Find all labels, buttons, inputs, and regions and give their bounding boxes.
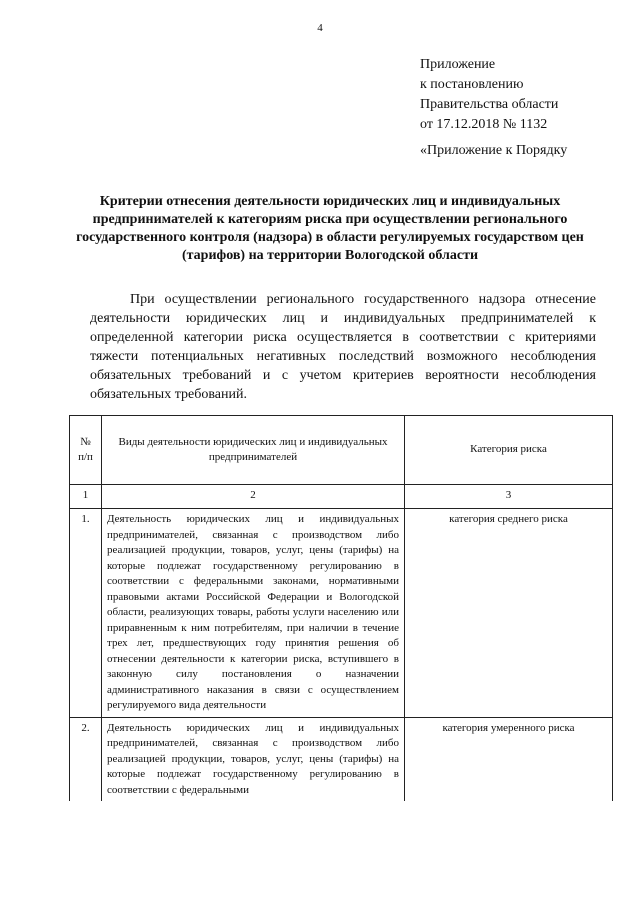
table-index-row (70, 485, 613, 509)
appendix-line-2: к постановлению (420, 77, 524, 92)
row-category: категория среднего риска (405, 509, 613, 718)
page-number: 4 (317, 22, 323, 34)
appendix-block (420, 55, 558, 135)
intro-paragraph: При осуществлении регионального государственного надзора отнесение деятельности юридических лиц и индивидуальных предпринимателей к определенной категории риска осуществляется в соответствии с критериями тяжести потенциальных негативных последствий возможного несоблюдения обязательных требований и с учетом критериев вероятности несоблюдения обязательных требований. (90, 292, 596, 402)
row-number: 1. (70, 509, 102, 718)
document-title: Критерии отнесения деятельности юридических лиц и индивидуальных предпринимателей к категориям риска при осуществлении регионального государственного контроля (надзора) в области регулируемых государством цен (тарифов) на территории Вологодской области (76, 194, 584, 263)
criteria-table (69, 415, 613, 801)
header-num: № п/п (70, 416, 102, 485)
index-cell-2: 2 (102, 485, 405, 509)
index-cell-3: 3 (405, 485, 613, 509)
row-category: категория умеренного риска (405, 717, 613, 801)
header-activity: Виды деятельности юридических лиц и индивидуальных предпринимателей (102, 416, 405, 485)
appendix-reference: «Приложение к Порядку (420, 143, 568, 158)
row-activity: Деятельность юридических лиц и индивидуальных предпринимателей, связанная с производством либо реализацией продукции, товаров, услуг, цены (тарифы) на которые подлежат государственному регулированию в соответствии с федеральными законами, нормативными правовыми актами Российской Федерации и Вологодской области, реализующих товары, работы услуги населению или приравненным к ним потребителям, при наличии в течение трех лет, предшествующих году принятия решения об отнесении деятельности к категории риска, вступившего в законную силу постановления о назначении административного наказания в связи с осуществлением регулируемого вида деятельности (102, 509, 405, 718)
table-row (70, 509, 613, 718)
appendix-line-3: Правительства области (420, 97, 559, 112)
index-cell-1: 1 (70, 485, 102, 509)
table-row (70, 717, 613, 801)
appendix-line-4: от 17.12.2018 № 1132 (420, 117, 548, 132)
appendix-line-1: Приложение (420, 57, 496, 72)
table-header-row (70, 416, 613, 485)
header-category: Категория риска (405, 416, 613, 485)
row-activity: Деятельность юридических лиц и индивидуальных предпринимателей, связанная с производством либо реализацией продукции, товаров, услуг, цены (тарифы) на которые подлежат государственному регулированию в соответствии с федеральными (102, 717, 405, 801)
row-number: 2. (70, 717, 102, 801)
